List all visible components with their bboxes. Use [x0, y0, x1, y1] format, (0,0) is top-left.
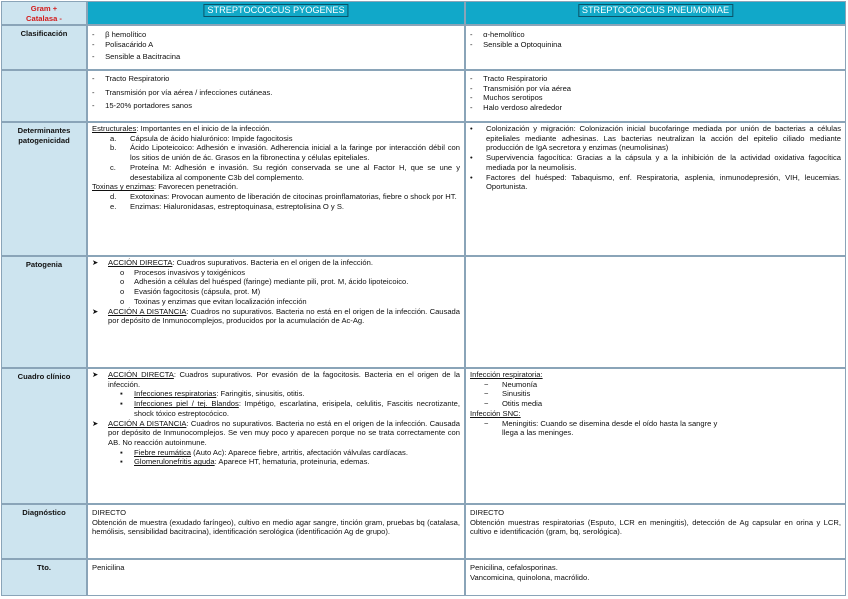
pyogenes-clasificacion — [87, 25, 465, 70]
list-item: - 15-20% portadores sanos — [92, 101, 193, 111]
list-item: • Colonización y migración: Colonización inicial bucofaringe mediada por unión de bacterias a células epiteliales mediante adhesinas. Las bacterias neutralizan la acción del epitelio ciliado mediante producción de IgA secretora y enzimas (neumolisinas) — [470, 124, 841, 153]
label-diagnostico — [1, 504, 87, 559]
pneumoniae-title: STREPTOCOCCUS PNEUMONIAE — [578, 4, 733, 17]
label-tto — [1, 559, 87, 596]
list-item: - β hemolítico — [92, 30, 147, 39]
list-item: - Sensible a Bacitracina — [92, 52, 181, 62]
pyogenes-title: STREPTOCOCCUS PYOGENES — [203, 4, 348, 17]
label-patogenia — [1, 256, 87, 368]
list-item: • Factores del huésped: Tabaquismo, enf. Respiratoria, asplenia, inmunodepresión, VIH, leucemias. Oportunista. — [470, 172, 841, 192]
label-tto-text: Tto. — [37, 563, 51, 572]
corner-line-2: Catalasa - — [26, 13, 62, 23]
label-cuadro-clinico — [1, 368, 87, 504]
pneumoniae-clasificacion — [465, 25, 846, 70]
pneumoniae-cuadro-clinico: Infección respiratoria: − Neumonía − Sinusitis − Otitis media Infección SNC: − Meningitis: Cuando se disemina desde el oído hasta la sangre y llega a las meninges. — [465, 368, 846, 504]
toxinas-heading: Toxinas y enzimas — [92, 182, 155, 192]
pneumoniae-tto — [465, 559, 846, 596]
list-item: - Tracto Respiratorio — [92, 74, 170, 83]
corner-line-1: Gram + — [30, 4, 58, 13]
pyogenes-header — [87, 1, 465, 25]
pneumoniae-determinantes — [465, 122, 846, 256]
arrow-icon: ➤ — [92, 258, 99, 267]
tto-text-2: Vancomicina, quinolona, macrólido. — [470, 572, 590, 582]
list-item: - Polisacárido A — [92, 39, 154, 49]
pyogenes-epidemiologia — [87, 70, 465, 122]
list-item: - Transmisión por vía aérea — [470, 83, 572, 93]
tto-text: Penicilina — [92, 563, 125, 572]
pneumoniae-patogenia-empty — [465, 256, 846, 368]
diagnostico-title: DIRECTO — [92, 508, 127, 517]
label-cuadro-clinico-text: Cuadro clínico — [17, 372, 71, 381]
arrow-icon: ➤ — [92, 418, 99, 428]
infeccion-respiratoria-heading: Infección respiratoria: — [470, 370, 543, 379]
label-clasificacion-text: Clasificación — [20, 29, 68, 38]
arrow-icon: ➤ — [92, 306, 99, 316]
list-item: - Sensible a Optoquinina — [470, 39, 562, 49]
pneumoniae-epidemiologia — [465, 70, 846, 122]
list-item: • Supervivencia fagocítica: Gracias a la cápsula y a la inhibición de la actividad oxidativa fagocítica mediada por la neumolisis. — [470, 153, 841, 172]
label-patogenia-text: Patogenia — [25, 260, 63, 269]
pyogenes-tto — [87, 559, 465, 596]
diagnostico-text: Obtención muestras respiratorias (Esputo, LCR en meningitis), detección de Ag capsular en orina y LCR, cultivo e identificación (gram, bq, serológica). — [470, 517, 841, 537]
list-item: - Transmisión por vía aérea / infecciones cutáneas. — [92, 87, 273, 97]
infeccion-snc-heading: Infección SNC: — [470, 408, 521, 418]
label-epidemiologia-blank — [1, 70, 87, 122]
estructurales-heading: Estructurales — [92, 124, 137, 133]
pneumoniae-diagnostico — [465, 504, 846, 559]
pneumoniae-header — [465, 1, 846, 25]
arrow-icon: ➤ — [92, 370, 99, 379]
list-item: - α-hemolítico — [470, 30, 525, 39]
diagnostico-title: DIRECTO — [470, 508, 505, 517]
pyogenes-determinantes: Estructurales: Importantes en el inicio de la infección. a. Cápsula de ácido hialurónico: Impide fagocitosis b. Ácido Lipoteicoico: Adhesión e invasión. Adherencia inicial a la faringe por interacción débil con los sitios de unión de ác. Grasos en la fibronectina y células epiteliales. c. Proteína M: Adhesión e invasión. Su región conservada se une al Factor H, que se une y desestabiliza al componente C3b del complemento. Toxinas y enzimas: Favorecen penetración. d. Exotoxinas: Provocan aumento de liberación de citocinas proinflamatorias, fiebre o shock por HT. e. Enzimas: Hialuronidasas, estreptoquinasa, estreptolisina O y S. — [87, 122, 465, 256]
label-determinantes-line-1: Determinantes — [17, 126, 71, 135]
pyogenes-patogenia: ➤ ACCIÓN DIRECTA: Cuadros supurativos. Bacteria en el origen de la infección. o Procesos invasivos y toxigénicos o Adhesión a células del huésped (faringe) mediante pili, prot. M, ácido lipoteicoico. o Evasión fagocitosis (cápsula, prot. M) o Toxinas y enzimas que evitan localización infección ➤ ACCIÓN A DISTANCIA: Cuadros no supurativos. Bacteria no está en el origen de la infección. Causada por depósito de Inmunocomplejos, producidos por la acumulación de Ac-Ag. — [87, 256, 465, 368]
label-clasificacion — [1, 25, 87, 70]
label-determinantes — [1, 122, 87, 256]
list-item: - Muchos serotipos — [470, 93, 543, 103]
label-diagnostico-text: Diagnóstico — [22, 508, 66, 517]
label-determinantes-line-2: patogenicidad — [18, 135, 70, 145]
pyogenes-cuadro-clinico: ➤ ACCIÓN DIRECTA: Cuadros supurativos. Por evasión de la fagocitosis. Bacteria en el origen de la infección. ▪ Infecciones respiratorias: Faringitis, sinusitis, otitis. ▪ Infecciones piel / tej. Blandos: Impétigo, escarlatina, erisipela, celulitis, Fascitis necrotizante, shock tóxico estreptocócico. ➤ ACCIÓN A DISTANCIA: Cuadros no supurativos. Bacteria no está en el origen de la infección. Causada por depósito de Inmunocomplejos. Se ven muy poco y aparecen porque no se trata correctamente con AB. No reacción autoinmune. ▪ Fiebre reumática (Auto Ac): Aparece fiebre, artritis, afectación válvulas cardíacas. ▪ Glomerulonefritis aguda: Aparece HT, hematuria, proteinuria, edemas. — [87, 368, 465, 504]
diagnostico-text: Obtención de muestra (exudado faríngeo), cultivo en medio agar sangre, tinción gram, pruebas bq (catalasa, hemólisis, sensibilidad bacitracina), identificación serológica (identificación Ag de grupo). — [92, 517, 460, 537]
pyogenes-diagnostico — [87, 504, 465, 559]
list-item: - Tracto Respiratorio — [470, 74, 548, 83]
gram-catalasa-corner — [1, 1, 87, 25]
list-item: - Halo verdoso alrededor — [470, 103, 563, 113]
tto-text-1: Penicilina, cefalosporinas. — [470, 563, 558, 572]
